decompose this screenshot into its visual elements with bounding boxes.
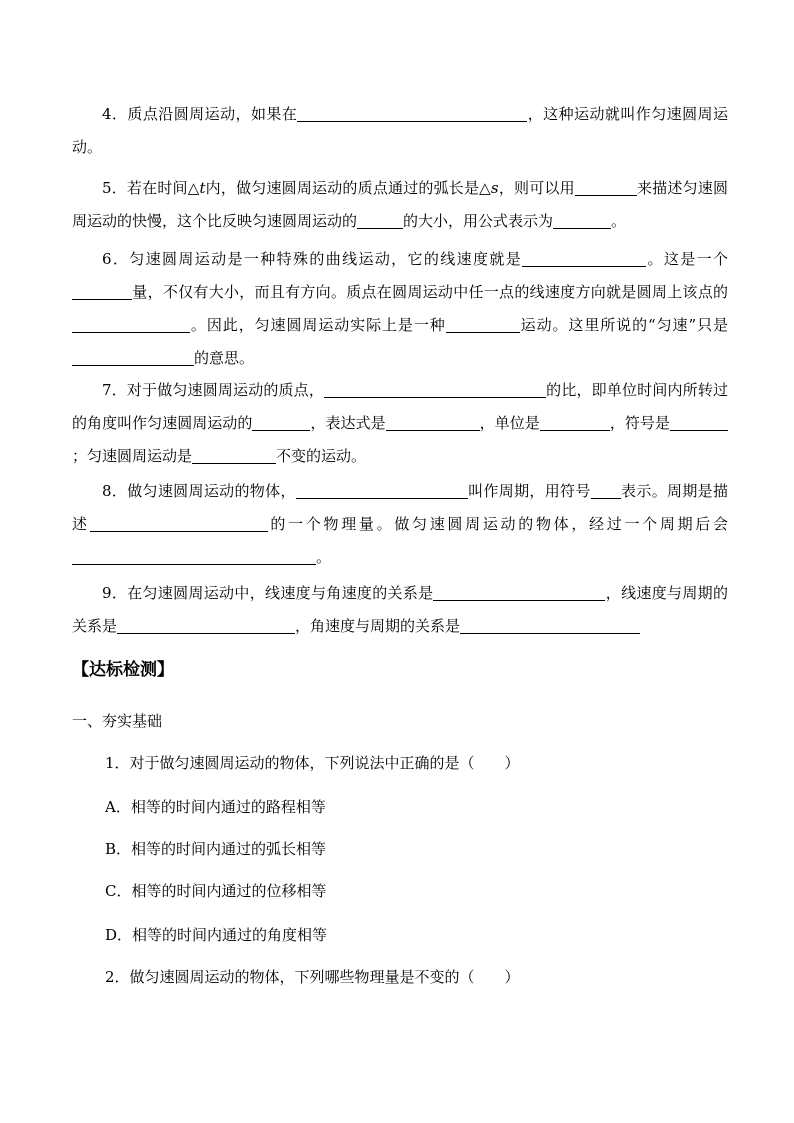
q4-text-a: 4．质点沿圆周运动，如果在 — [102, 105, 298, 123]
q6-text-b: 。这是一个 — [646, 250, 728, 268]
q6-blank-5[interactable] — [72, 347, 194, 366]
q8-blank-1[interactable] — [296, 480, 468, 499]
q5-text-f: 。 — [611, 212, 627, 230]
q6-text-d: 。因此，匀速圆周运动实际上是一种 — [190, 316, 446, 334]
q9-blank-1[interactable] — [433, 582, 605, 601]
question-8 — [72, 475, 728, 574]
q7-blank-1[interactable] — [324, 379, 546, 398]
q8-blank-2[interactable] — [591, 480, 621, 499]
q7-text-f: ；匀速圆周运动是 — [72, 447, 193, 465]
mcq-option-b[interactable]: B．相等的时间内通过的弧长相等 — [105, 840, 327, 858]
q8-text-d: 的一个物理量。做匀速圆周运动的物体，经过一个周期后会 — [267, 515, 728, 533]
q9-text-a: 9．在匀速圆周运动中，线速度与角速度的关系是 — [102, 584, 434, 602]
mcq-option-a[interactable]: A．相等的时间内通过的路程相等 — [105, 798, 326, 816]
q5-blank-2[interactable] — [357, 210, 403, 229]
q6-blank-4[interactable] — [446, 314, 520, 333]
section-subtitle: 一、夯实基础 — [72, 712, 163, 730]
q5-text-b: 内，做匀速圆周运动的质点通过的弧长是△ — [205, 179, 491, 197]
q6-text-a: 6．匀速圆周运动是一种特殊的曲线运动，它的线速度就是 — [102, 250, 523, 268]
q8-text-e: 。 — [316, 548, 332, 566]
q7-text-c: ，表达式是 — [310, 414, 386, 432]
q7-text-e: ，符号是 — [609, 414, 670, 432]
q6-text-f: 的意思。 — [194, 349, 255, 367]
q5-text-e: 的大小，用公式表示为 — [403, 212, 554, 230]
mcq-question-2: 2．做匀速圆周运动的物体，下列哪些物理量是不变的（ ） — [105, 968, 520, 986]
q7-text-d: ，单位是 — [479, 414, 540, 432]
q9-text-b: ，线速度与周期的关系是 — [72, 584, 728, 635]
q5-blank-1[interactable] — [575, 177, 637, 196]
q5-symbol-t: t — [199, 179, 206, 197]
q7-blank-2[interactable] — [252, 412, 310, 431]
q5-blank-3[interactable] — [553, 210, 611, 229]
q6-text-e: 运动。这里所说的“匀速”只是 — [519, 316, 728, 334]
q8-blank-4[interactable] — [72, 546, 316, 565]
q8-blank-3[interactable] — [90, 513, 268, 532]
q9-blank-2[interactable] — [117, 615, 295, 634]
q7-text-a: 7．对于做匀速圆周运动的质点， — [102, 381, 325, 399]
q7-blank-5[interactable] — [670, 412, 728, 431]
question-9 — [72, 577, 728, 643]
q5-text-c: ，则可以用 — [498, 179, 575, 197]
q9-text-c: ，角速度与周期的关系是 — [295, 617, 461, 635]
q6-blank-2[interactable] — [72, 281, 132, 300]
section-title: 【达标检测】 — [72, 660, 174, 680]
mcq-option-c[interactable]: C．相等的时间内通过的位移相等 — [105, 882, 327, 900]
q5-symbol-s: s — [490, 179, 499, 197]
q9-blank-3[interactable] — [460, 615, 640, 634]
q6-blank-1[interactable] — [522, 248, 646, 267]
q6-blank-3[interactable] — [72, 314, 190, 333]
q8-text-c: 表示。周期是描述 — [72, 482, 728, 533]
q7-text-g: 不变的运动。 — [276, 447, 367, 465]
q5-text-a: 5．若在时间△ — [102, 179, 200, 197]
q4-text-b: ，这种运动就叫作匀速圆周运动。 — [72, 105, 728, 156]
q7-blank-6[interactable] — [192, 445, 276, 464]
mcq-question-1: 1．对于做匀速圆周运动的物体，下列说法中正确的是（ ） — [105, 754, 520, 772]
q7-text-b: 的比，即单位时间内所转过的角度叫作匀速圆周运动的 — [72, 381, 728, 432]
q8-text-a: 8．做匀速圆周运动的物体， — [102, 482, 296, 500]
q7-blank-3[interactable] — [386, 412, 480, 431]
q4-blank-1[interactable] — [297, 103, 527, 122]
mcq-option-d[interactable]: D．相等的时间内通过的角度相等 — [105, 926, 328, 944]
question-7 — [72, 374, 728, 473]
q6-text-c: 量，不仅有大小，而且有方向。质点在圆周运动中任一点的线速度方向就是圆周上该点的 — [132, 283, 728, 301]
q7-blank-4[interactable] — [540, 412, 610, 431]
q8-text-b: 叫作周期，用符号 — [467, 482, 591, 500]
q5-text-d: 来描述匀速圆周运动的快慢，这个比反映匀速圆周运动的 — [72, 179, 728, 230]
question-5 — [72, 172, 728, 238]
question-6 — [72, 243, 728, 375]
question-4 — [72, 98, 728, 164]
